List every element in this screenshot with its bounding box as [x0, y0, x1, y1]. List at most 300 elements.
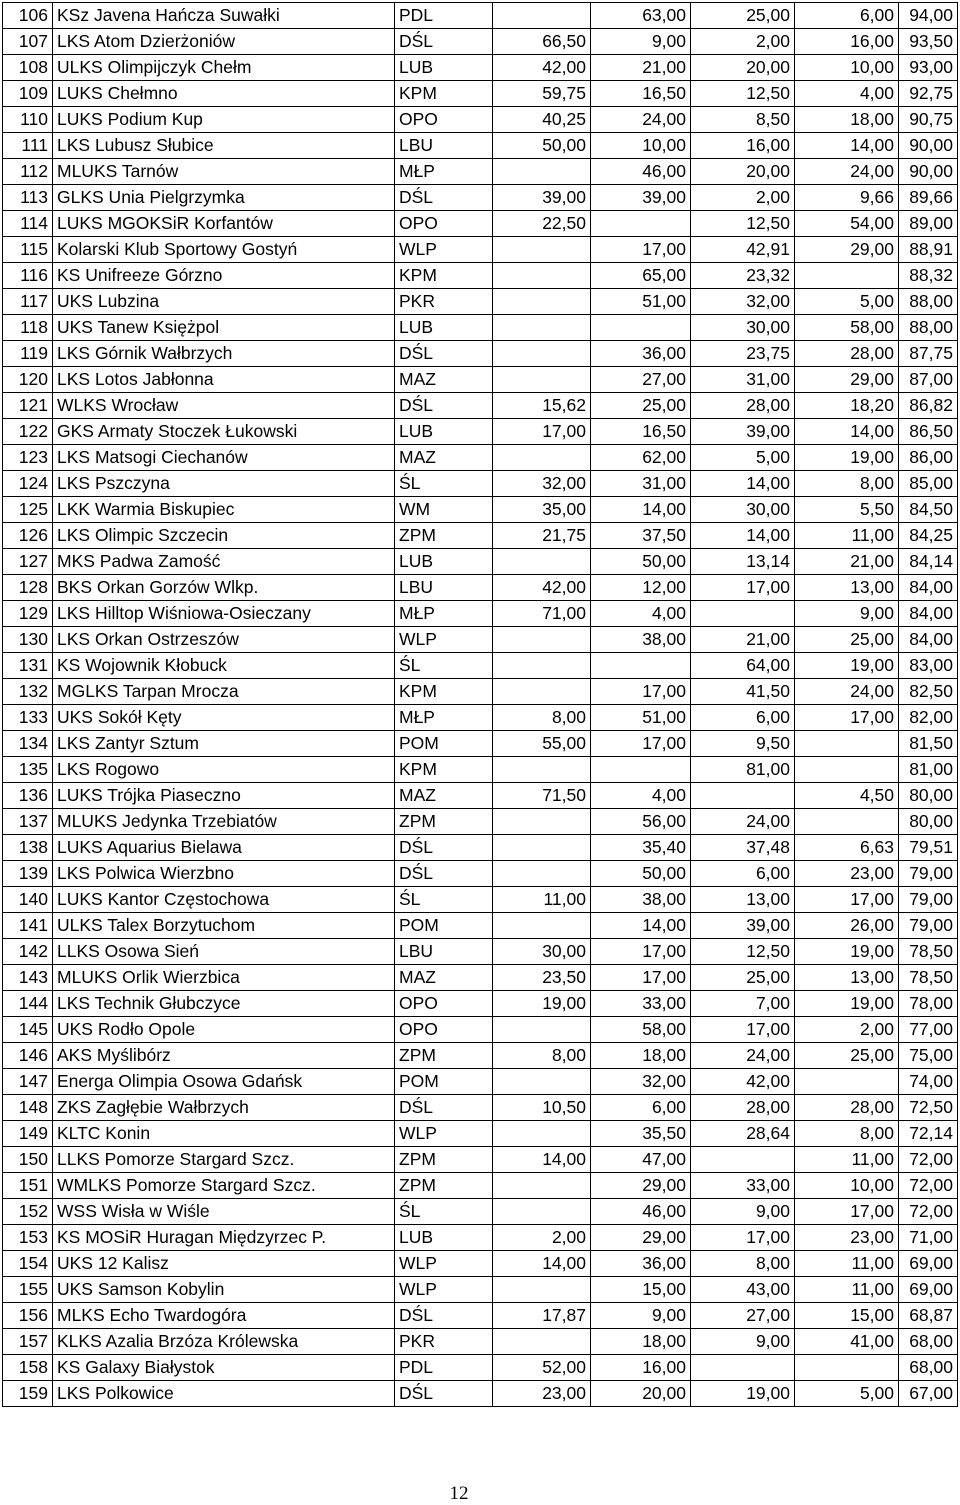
points-4-cell: 18,00 — [795, 107, 899, 133]
points-4-cell: 19,00 — [795, 445, 899, 471]
region-cell: DŚL — [395, 29, 493, 55]
rank-cell: 129 — [3, 601, 53, 627]
table-row — [3, 419, 958, 445]
club-name-cell: WSS Wisła w Wiśle — [53, 1199, 395, 1225]
points-1-cell — [493, 549, 591, 575]
points-4-cell — [795, 1069, 899, 1095]
club-name-cell: KLTC Konin — [53, 1121, 395, 1147]
total-points-cell: 67,00 — [899, 1381, 958, 1407]
club-name-cell: LUKS Kantor Częstochowa — [53, 887, 395, 913]
club-name-cell: BKS Orkan Gorzów Wlkp. — [53, 575, 395, 601]
total-points-cell: 74,00 — [899, 1069, 958, 1095]
club-name-cell: KS Wojownik Kłobuck — [53, 653, 395, 679]
points-1-cell — [493, 627, 591, 653]
rank-cell: 122 — [3, 419, 53, 445]
table-row — [3, 497, 958, 523]
points-2-cell: 46,00 — [591, 159, 691, 185]
region-cell: OPO — [395, 211, 493, 237]
rank-cell: 107 — [3, 29, 53, 55]
points-2-cell: 38,00 — [591, 887, 691, 913]
total-points-cell: 79,00 — [899, 913, 958, 939]
region-cell: WLP — [395, 237, 493, 263]
total-points-cell: 72,00 — [899, 1173, 958, 1199]
table-row — [3, 601, 958, 627]
region-cell: LUB — [395, 549, 493, 575]
points-1-cell: 59,75 — [493, 81, 591, 107]
points-3-cell: 23,75 — [691, 341, 795, 367]
table-row — [3, 1303, 958, 1329]
rank-cell: 153 — [3, 1225, 53, 1251]
rank-cell: 113 — [3, 185, 53, 211]
club-name-cell: Kolarski Klub Sportowy Gostyń — [53, 237, 395, 263]
total-points-cell: 81,50 — [899, 731, 958, 757]
table-row — [3, 1355, 958, 1381]
total-points-cell: 82,50 — [899, 679, 958, 705]
total-points-cell: 79,51 — [899, 835, 958, 861]
points-3-cell: 23,32 — [691, 263, 795, 289]
points-4-cell: 8,00 — [795, 1121, 899, 1147]
points-4-cell: 21,00 — [795, 549, 899, 575]
points-3-cell: 24,00 — [691, 809, 795, 835]
club-name-cell: LLKS Osowa Sień — [53, 939, 395, 965]
points-1-cell: 10,50 — [493, 1095, 591, 1121]
rank-cell: 111 — [3, 133, 53, 159]
rank-cell: 136 — [3, 783, 53, 809]
points-1-cell — [493, 653, 591, 679]
total-points-cell: 72,00 — [899, 1199, 958, 1225]
points-3-cell: 17,00 — [691, 1017, 795, 1043]
points-1-cell: 39,00 — [493, 185, 591, 211]
region-cell: LUB — [395, 55, 493, 81]
points-2-cell — [591, 757, 691, 783]
rank-cell: 139 — [3, 861, 53, 887]
club-name-cell: MLUKS Jedynka Trzebiatów — [53, 809, 395, 835]
rank-cell: 131 — [3, 653, 53, 679]
points-2-cell: 33,00 — [591, 991, 691, 1017]
total-points-cell: 93,50 — [899, 29, 958, 55]
points-1-cell: 71,50 — [493, 783, 591, 809]
table-row — [3, 29, 958, 55]
total-points-cell: 78,00 — [899, 991, 958, 1017]
points-3-cell: 8,00 — [691, 1251, 795, 1277]
club-name-cell: LKS Górnik Wałbrzych — [53, 341, 395, 367]
region-cell: OPO — [395, 1017, 493, 1043]
total-points-cell: 94,00 — [899, 3, 958, 29]
rank-cell: 151 — [3, 1173, 53, 1199]
points-2-cell: 16,50 — [591, 419, 691, 445]
total-points-cell: 69,00 — [899, 1277, 958, 1303]
club-name-cell: LUKS Aquarius Bielawa — [53, 835, 395, 861]
table-row — [3, 367, 958, 393]
rank-cell: 125 — [3, 497, 53, 523]
total-points-cell: 88,32 — [899, 263, 958, 289]
rank-cell: 144 — [3, 991, 53, 1017]
club-name-cell: LLKS Pomorze Stargard Szcz. — [53, 1147, 395, 1173]
points-4-cell: 13,00 — [795, 575, 899, 601]
points-2-cell: 10,00 — [591, 133, 691, 159]
table-row — [3, 1329, 958, 1355]
total-points-cell: 79,00 — [899, 861, 958, 887]
ranking-table-body — [3, 3, 958, 1407]
total-points-cell: 88,00 — [899, 289, 958, 315]
rank-cell: 142 — [3, 939, 53, 965]
rank-cell: 124 — [3, 471, 53, 497]
region-cell: ZPM — [395, 1147, 493, 1173]
club-name-cell: LKS Rogowo — [53, 757, 395, 783]
points-3-cell: 31,00 — [691, 367, 795, 393]
total-points-cell: 75,00 — [899, 1043, 958, 1069]
club-name-cell: AKS Myślibórz — [53, 1043, 395, 1069]
club-name-cell: LKS Hilltop Wiśniowa-Osieczany — [53, 601, 395, 627]
region-cell: ZPM — [395, 1043, 493, 1069]
points-4-cell: 2,00 — [795, 1017, 899, 1043]
table-row — [3, 809, 958, 835]
total-points-cell: 80,00 — [899, 809, 958, 835]
points-2-cell: 9,00 — [591, 29, 691, 55]
club-name-cell: UKS Rodło Opole — [53, 1017, 395, 1043]
points-3-cell: 14,00 — [691, 523, 795, 549]
region-cell: MAZ — [395, 367, 493, 393]
points-2-cell: 6,00 — [591, 1095, 691, 1121]
points-3-cell: 43,00 — [691, 1277, 795, 1303]
points-4-cell: 26,00 — [795, 913, 899, 939]
rank-cell: 158 — [3, 1355, 53, 1381]
rank-cell: 157 — [3, 1329, 53, 1355]
points-1-cell: 32,00 — [493, 471, 591, 497]
club-name-cell: Energa Olimpia Osowa Gdańsk — [53, 1069, 395, 1095]
points-1-cell: 21,75 — [493, 523, 591, 549]
points-4-cell: 4,00 — [795, 81, 899, 107]
club-name-cell: ZKS Zagłębie Wałbrzych — [53, 1095, 395, 1121]
table-row — [3, 185, 958, 211]
points-4-cell — [795, 757, 899, 783]
table-row — [3, 913, 958, 939]
points-3-cell — [691, 601, 795, 627]
total-points-cell: 88,00 — [899, 315, 958, 341]
table-row — [3, 445, 958, 471]
points-1-cell — [493, 757, 591, 783]
points-3-cell: 17,00 — [691, 1225, 795, 1251]
total-points-cell: 84,00 — [899, 575, 958, 601]
points-3-cell: 17,00 — [691, 575, 795, 601]
rank-cell: 118 — [3, 315, 53, 341]
region-cell: ŚL — [395, 887, 493, 913]
points-1-cell: 15,62 — [493, 393, 591, 419]
region-cell: LBU — [395, 939, 493, 965]
points-2-cell: 35,40 — [591, 835, 691, 861]
points-1-cell: 52,00 — [493, 1355, 591, 1381]
points-4-cell: 16,00 — [795, 29, 899, 55]
table-row — [3, 3, 958, 29]
region-cell: DŚL — [395, 1303, 493, 1329]
points-2-cell: 21,00 — [591, 55, 691, 81]
points-3-cell: 30,00 — [691, 497, 795, 523]
total-points-cell: 82,00 — [899, 705, 958, 731]
table-row — [3, 835, 958, 861]
points-2-cell: 15,00 — [591, 1277, 691, 1303]
region-cell: MAZ — [395, 445, 493, 471]
points-2-cell: 14,00 — [591, 497, 691, 523]
table-row — [3, 757, 958, 783]
points-3-cell: 5,00 — [691, 445, 795, 471]
table-row — [3, 1381, 958, 1407]
points-4-cell: 8,00 — [795, 471, 899, 497]
table-row — [3, 861, 958, 887]
table-row — [3, 1147, 958, 1173]
points-4-cell: 11,00 — [795, 1147, 899, 1173]
points-4-cell: 25,00 — [795, 1043, 899, 1069]
rank-cell: 133 — [3, 705, 53, 731]
points-4-cell: 23,00 — [795, 861, 899, 887]
total-points-cell: 72,50 — [899, 1095, 958, 1121]
points-4-cell: 9,00 — [795, 601, 899, 627]
region-cell: LBU — [395, 575, 493, 601]
points-4-cell: 19,00 — [795, 991, 899, 1017]
points-2-cell: 31,00 — [591, 471, 691, 497]
region-cell: LUB — [395, 419, 493, 445]
total-points-cell: 90,00 — [899, 133, 958, 159]
points-2-cell: 29,00 — [591, 1173, 691, 1199]
points-3-cell — [691, 1355, 795, 1381]
points-2-cell: 51,00 — [591, 289, 691, 315]
club-name-cell: UKS 12 Kalisz — [53, 1251, 395, 1277]
points-4-cell: 54,00 — [795, 211, 899, 237]
total-points-cell: 83,00 — [899, 653, 958, 679]
club-name-cell: LKS Zantyr Sztum — [53, 731, 395, 757]
points-3-cell: 42,00 — [691, 1069, 795, 1095]
rank-cell: 127 — [3, 549, 53, 575]
rank-cell: 137 — [3, 809, 53, 835]
points-4-cell: 10,00 — [795, 1173, 899, 1199]
points-2-cell: 17,00 — [591, 939, 691, 965]
region-cell: DŚL — [395, 341, 493, 367]
club-name-cell: LKS Olimpic Szczecin — [53, 523, 395, 549]
rank-cell: 121 — [3, 393, 53, 419]
points-2-cell: 18,00 — [591, 1329, 691, 1355]
club-name-cell: UKS Sokół Kęty — [53, 705, 395, 731]
rank-cell: 130 — [3, 627, 53, 653]
club-name-cell: LKK Warmia Biskupiec — [53, 497, 395, 523]
points-4-cell: 23,00 — [795, 1225, 899, 1251]
points-3-cell: 12,50 — [691, 211, 795, 237]
club-name-cell: MKS Padwa Zamość — [53, 549, 395, 575]
rank-cell: 141 — [3, 913, 53, 939]
rank-cell: 128 — [3, 575, 53, 601]
club-name-cell: GKS Armaty Stoczek Łukowski — [53, 419, 395, 445]
points-3-cell: 9,00 — [691, 1199, 795, 1225]
points-3-cell: 13,00 — [691, 887, 795, 913]
points-4-cell: 58,00 — [795, 315, 899, 341]
rank-cell: 110 — [3, 107, 53, 133]
points-2-cell: 12,00 — [591, 575, 691, 601]
points-3-cell: 81,00 — [691, 757, 795, 783]
points-3-cell: 37,48 — [691, 835, 795, 861]
table-row — [3, 81, 958, 107]
points-1-cell: 8,00 — [493, 1043, 591, 1069]
points-4-cell: 28,00 — [795, 1095, 899, 1121]
total-points-cell: 89,66 — [899, 185, 958, 211]
rank-cell: 145 — [3, 1017, 53, 1043]
points-1-cell — [493, 1017, 591, 1043]
club-name-cell: WLKS Wrocław — [53, 393, 395, 419]
points-4-cell: 4,50 — [795, 783, 899, 809]
rank-cell: 135 — [3, 757, 53, 783]
points-2-cell: 4,00 — [591, 601, 691, 627]
points-2-cell: 4,00 — [591, 783, 691, 809]
points-2-cell: 17,00 — [591, 731, 691, 757]
total-points-cell: 79,00 — [899, 887, 958, 913]
points-1-cell — [493, 237, 591, 263]
points-3-cell: 39,00 — [691, 419, 795, 445]
total-points-cell: 81,00 — [899, 757, 958, 783]
points-4-cell: 24,00 — [795, 679, 899, 705]
club-name-cell: KS Unifreeze Górzno — [53, 263, 395, 289]
region-cell: KPM — [395, 679, 493, 705]
table-row — [3, 991, 958, 1017]
total-points-cell: 90,00 — [899, 159, 958, 185]
table-row — [3, 471, 958, 497]
table-row — [3, 705, 958, 731]
points-1-cell — [493, 1121, 591, 1147]
points-3-cell: 14,00 — [691, 471, 795, 497]
club-name-cell: ULKS Olimpijczyk Chełm — [53, 55, 395, 81]
points-3-cell: 32,00 — [691, 289, 795, 315]
points-2-cell: 50,00 — [591, 549, 691, 575]
points-1-cell: 8,00 — [493, 705, 591, 731]
rank-cell: 108 — [3, 55, 53, 81]
points-4-cell: 9,66 — [795, 185, 899, 211]
points-2-cell: 29,00 — [591, 1225, 691, 1251]
points-1-cell: 71,00 — [493, 601, 591, 627]
club-name-cell: KSz Javena Hańcza Suwałki — [53, 3, 395, 29]
table-row — [3, 1017, 958, 1043]
total-points-cell: 68,87 — [899, 1303, 958, 1329]
points-2-cell: 46,00 — [591, 1199, 691, 1225]
points-2-cell: 37,50 — [591, 523, 691, 549]
total-points-cell: 71,00 — [899, 1225, 958, 1251]
table-row — [3, 1121, 958, 1147]
rank-cell: 132 — [3, 679, 53, 705]
table-row — [3, 523, 958, 549]
region-cell: POM — [395, 731, 493, 757]
points-4-cell — [795, 731, 899, 757]
region-cell: WLP — [395, 627, 493, 653]
total-points-cell: 77,00 — [899, 1017, 958, 1043]
points-3-cell: 13,14 — [691, 549, 795, 575]
rank-cell: 150 — [3, 1147, 53, 1173]
table-row — [3, 237, 958, 263]
club-name-cell: LKS Technik Głubczyce — [53, 991, 395, 1017]
points-1-cell: 14,00 — [493, 1147, 591, 1173]
total-points-cell: 86,00 — [899, 445, 958, 471]
points-1-cell — [493, 809, 591, 835]
table-row — [3, 549, 958, 575]
table-row — [3, 679, 958, 705]
club-name-cell: LUKS Podium Kup — [53, 107, 395, 133]
total-points-cell: 84,00 — [899, 627, 958, 653]
table-row — [3, 1069, 958, 1095]
points-1-cell — [493, 445, 591, 471]
points-3-cell: 33,00 — [691, 1173, 795, 1199]
club-name-cell: LKS Lotos Jabłonna — [53, 367, 395, 393]
points-3-cell: 9,00 — [691, 1329, 795, 1355]
points-3-cell: 21,00 — [691, 627, 795, 653]
rank-cell: 134 — [3, 731, 53, 757]
rank-cell: 117 — [3, 289, 53, 315]
points-2-cell: 58,00 — [591, 1017, 691, 1043]
points-2-cell: 50,00 — [591, 861, 691, 887]
points-3-cell: 28,00 — [691, 393, 795, 419]
region-cell: MŁP — [395, 159, 493, 185]
points-4-cell: 11,00 — [795, 1277, 899, 1303]
points-3-cell: 27,00 — [691, 1303, 795, 1329]
points-2-cell: 39,00 — [591, 185, 691, 211]
points-4-cell: 17,00 — [795, 1199, 899, 1225]
points-3-cell: 6,00 — [691, 861, 795, 887]
points-3-cell — [691, 1147, 795, 1173]
points-4-cell: 6,00 — [795, 3, 899, 29]
points-4-cell: 5,00 — [795, 289, 899, 315]
rank-cell: 114 — [3, 211, 53, 237]
points-2-cell: 17,00 — [591, 237, 691, 263]
region-cell: PDL — [395, 3, 493, 29]
points-3-cell: 41,50 — [691, 679, 795, 705]
club-name-cell: WMLKS Pomorze Stargard Szcz. — [53, 1173, 395, 1199]
rank-cell: 143 — [3, 965, 53, 991]
rank-cell: 123 — [3, 445, 53, 471]
region-cell: POM — [395, 913, 493, 939]
points-2-cell: 56,00 — [591, 809, 691, 835]
points-4-cell: 19,00 — [795, 653, 899, 679]
club-name-cell: KLKS Azalia Brzóza Królewska — [53, 1329, 395, 1355]
points-4-cell: 29,00 — [795, 367, 899, 393]
total-points-cell: 68,00 — [899, 1355, 958, 1381]
points-4-cell: 5,00 — [795, 1381, 899, 1407]
total-points-cell: 69,00 — [899, 1251, 958, 1277]
points-4-cell: 5,50 — [795, 497, 899, 523]
points-3-cell: 24,00 — [691, 1043, 795, 1069]
region-cell: ŚL — [395, 653, 493, 679]
points-2-cell: 25,00 — [591, 393, 691, 419]
table-row — [3, 627, 958, 653]
region-cell: WLP — [395, 1121, 493, 1147]
points-2-cell: 47,00 — [591, 1147, 691, 1173]
points-1-cell: 35,00 — [493, 497, 591, 523]
club-name-cell: UKS Samson Kobylin — [53, 1277, 395, 1303]
region-cell: DŚL — [395, 393, 493, 419]
points-2-cell: 16,00 — [591, 1355, 691, 1381]
points-4-cell: 17,00 — [795, 887, 899, 913]
rank-cell: 109 — [3, 81, 53, 107]
points-2-cell: 9,00 — [591, 1303, 691, 1329]
total-points-cell: 68,00 — [899, 1329, 958, 1355]
points-1-cell: 22,50 — [493, 211, 591, 237]
club-name-cell: UKS Lubzina — [53, 289, 395, 315]
points-2-cell: 27,00 — [591, 367, 691, 393]
table-row — [3, 55, 958, 81]
region-cell: ŚL — [395, 1199, 493, 1225]
table-row — [3, 341, 958, 367]
table-row — [3, 159, 958, 185]
points-1-cell — [493, 289, 591, 315]
points-4-cell: 14,00 — [795, 133, 899, 159]
points-4-cell: 24,00 — [795, 159, 899, 185]
points-2-cell — [591, 315, 691, 341]
points-3-cell: 16,00 — [691, 133, 795, 159]
region-cell: LUB — [395, 315, 493, 341]
points-1-cell — [493, 1173, 591, 1199]
points-2-cell: 20,00 — [591, 1381, 691, 1407]
